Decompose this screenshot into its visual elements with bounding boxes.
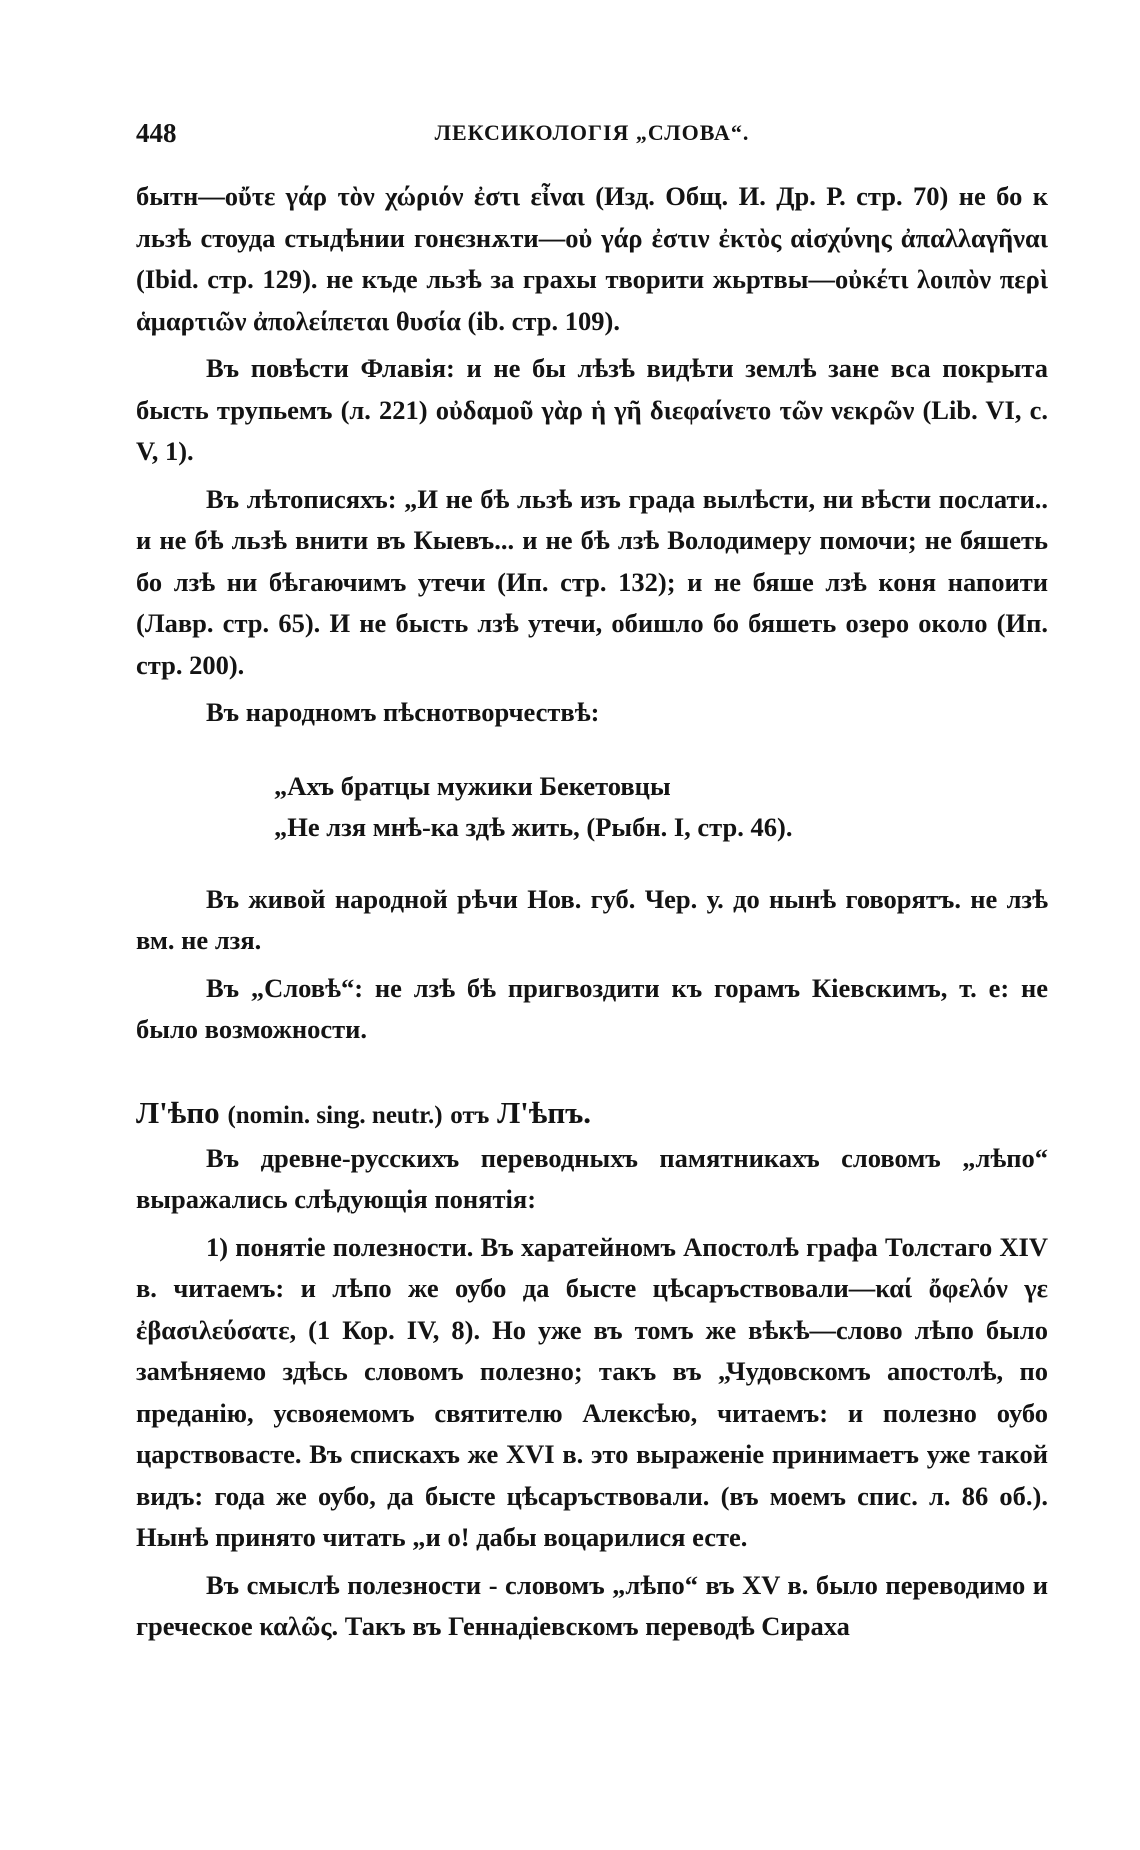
folk-song-quote	[274, 766, 1048, 849]
paragraph-5: Въ живой народной рѣчи Нов. губ. Чер. у. до нынѣ говорятъ. не лзѣ вм. не лзя.	[136, 883, 1048, 955]
poem-line: „Не лзя мнѣ-ка здѣ жить, (Рыбн. I, стр. 46).	[274, 812, 793, 842]
root-word: Л'ѣпъ.	[497, 1094, 592, 1130]
paragraph-4: Въ народномъ пѣснотворчествѣ:	[206, 697, 600, 727]
paragraph-6: Въ „Словѣ“: не лзѣ бѣ пригвоздити къ горамъ Кіевскимъ, т. е: не было возможности.	[136, 972, 1048, 1044]
paragraph-7: Въ древне-русскихъ переводныхъ памятникахъ словомъ „лѣпо“ выражались слѣдующія понятія:	[136, 1142, 1048, 1214]
paragraph-3: Въ лѣтописяхъ: „И не бѣ льзѣ изъ града вылѣсти, ни вѣсти послати.. и не бѣ льзѣ внити въ Кыевъ... и не бѣ лзѣ Володимеру помочи; не бяшеть бо лзѣ ни бѣгаючимъ утечи (Ип. стр. 132); и не бяше лзѣ коня напоити (Лавр. стр. 65). И не бысть лзѣ утечи, обишло бо бяшеть озеро около (Ип. стр. 200).	[136, 483, 1048, 680]
from-word: отъ	[450, 1101, 490, 1129]
paragraph-1: бытн—οὔτε γάρ τὸν χώριόν ἐστι εἶναι (Изд. Общ. И. Др. Р. стр. 70) не бо к льзѣ стоуда стыдѣнии гонєзнѫти—οὐ γάρ ἐστιν ἐκτὸς αἰσχύνης ἀπαλλαγῆναι (Ibid. стр. 129). не къде льзѣ за грахы творити жьртвы—οὐκέτι λοιπὸν περὶ ἁμαρτιῶν ἀπολείπεται θυσία (ib. стр. 109).	[136, 181, 1048, 336]
entry-heading	[136, 1091, 1048, 1138]
book-page	[136, 118, 1048, 1828]
poem-line: „Ахъ братцы мужики Бекетовцы	[274, 770, 671, 801]
page-number: 448	[136, 118, 177, 148]
headword: Л'ѣпо	[136, 1094, 220, 1130]
paragraph-9: Въ смыслѣ полезности - словомъ „лѣпо“ въ XV в. было переводимо и греческое καλῶς. Такъ въ Геннадіевскомъ переводѣ Сираха	[136, 1569, 1048, 1641]
paragraph-8: 1) понятіе полезности. Въ харатейномъ Апостолѣ графа Толстаго XIV в. читаемъ: и лѣпо же оубо да бысте цѣсаръствовали—καί ὄφελόν γε ἐβασιλεύσατε, (1 Кор. IV, 8). Но уже въ томъ же вѣкѣ—слово лѣпо было замѣняемо здѣсь словомъ полезно; такъ въ „Чудовскомъ апостолѣ, по преданію, усвояемомъ святителю Алексѣю, читаемъ: и полезно оубо царствовасте. Въ спискахъ же XVI в. это выраженіе принимаетъ уже такой видъ: года же оубо, да бысте цѣсаръствовали. (въ моемъ спис. л. 86 об.). Нынѣ принято читать „и о! дабы воцарилися есте.	[136, 1231, 1048, 1552]
grammar-note: (nomin. sing. neutr.)	[227, 1101, 443, 1129]
page-header	[136, 118, 1048, 158]
paragraph-2: Въ повѣсти Флавія: и не бы лѣзѣ видѣти землѣ зане вса покрыта бысть трупьемъ (л. 221) οὐδαμοῦ γὰρ ἡ γῆ διεφαίνετο τῶν νεκρῶν (Lib. VI, c. V, 1).	[136, 353, 1048, 466]
running-title: ЛЕКСИКОЛОГІЯ „СЛОВА“.	[434, 120, 750, 145]
